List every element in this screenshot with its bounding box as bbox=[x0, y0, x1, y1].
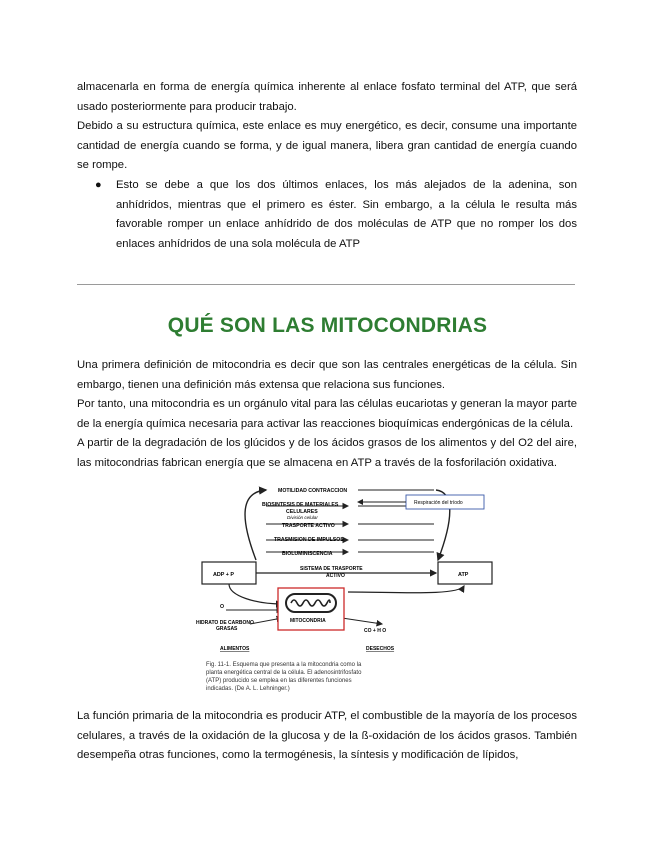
paragraph-atp-storage: almacenarla en forma de energía química inherente al enlace fosfato terminal del ATP, que será usado posteriormente para producir trabajo. bbox=[77, 81, 577, 113]
waste-arrow bbox=[342, 618, 382, 624]
co2-water-label: CO + H O bbox=[364, 628, 387, 634]
function-biosynthesis: BIOSINTESIS DE MATERIALES bbox=[262, 502, 339, 508]
adp-label: ADP + P bbox=[213, 572, 235, 578]
food-label: ALIMENTOS bbox=[220, 646, 250, 652]
fats-label: GRASAS bbox=[216, 626, 238, 632]
function-motility: MOTILIDAD CONTRACCION bbox=[278, 488, 348, 494]
section-heading: QUÉ SON LAS MITOCONDRIAS bbox=[167, 314, 488, 337]
function-bioluminescence: BIOLUMINISCENCIA bbox=[282, 551, 333, 557]
caption-line-1: Fig. 11-1. Esquema que presenta a la mitocondria como la bbox=[206, 662, 362, 668]
transport-system-label-2: ACTIVO bbox=[326, 573, 345, 579]
paragraph-bond-energy: Debido a su estructura química, este enlace es muy energético, es decir, consume una importante cantidad de energía cuando se forma, y de igual manera, libera gran cantidad de energía cuando se rompe. bbox=[77, 120, 577, 171]
paragraph-definition: Una primera definición de mitocondria es decir que son las centrales energéticas de la célula. Sin embargo, tienen una definición más extensa que relaciona sus funciones. bbox=[77, 359, 577, 391]
caption-line-2: planta energética central de la célula. El adenosintrifosfato bbox=[206, 670, 362, 676]
carbon-arrow bbox=[250, 618, 282, 624]
section-divider bbox=[77, 284, 575, 285]
mito-to-atp-arrow bbox=[348, 586, 464, 593]
paragraph-phosphorylation: A partir de la degradación de los glúcidos y de los ácidos grasos de los alimentos y del O2 del aire, las mitocondrias fabrican energía que se almacena en ATP a través de la fosforilación oxidativa. bbox=[77, 437, 577, 469]
paragraph-primary-function: La función primaria de la mitocondria es producir ATP, el combustible de la mayoría de los procesos celulares, a través de la oxidación de la glucosa y de la ß-oxidación de los ácidos grasos. También desempeña otras funciones, como la termogénesis, la síntesis y modificación de lípidos, bbox=[77, 710, 577, 761]
bullet-marker: ● bbox=[95, 179, 102, 191]
function-cell-division: División celular bbox=[287, 515, 318, 520]
function-impulse-transmission: TRASMISION DE IMPULSOS bbox=[274, 537, 344, 543]
caption-line-3: (ATP) producido se emplea en las diferentes funciones bbox=[206, 678, 352, 684]
atp-label: ATP bbox=[458, 572, 469, 578]
mitochondria-diagram bbox=[196, 478, 496, 698]
adp-to-mito-arrow bbox=[229, 584, 282, 604]
callout-label: Respiración del tríodo bbox=[414, 500, 463, 506]
waste-label: DESECHOS bbox=[366, 646, 395, 652]
carbon-label: HIDRATO DE CARBONO bbox=[196, 620, 254, 626]
function-biosynthesis-cont: CELULARES bbox=[286, 509, 318, 515]
bullet-anhydride-bonds: Esto se debe a que los dos últimos enlaces, los más alejados de la adenina, son anhídridos, mientras que el primero es éster. Sin embargo, a la célula le resulta más favorable romper un enlace anhídrido de dos moléculas de ATP que no romper los dos enlaces anhídridos de una sola molécula de ATP bbox=[116, 179, 577, 250]
transport-system-label: SISTEMA DE TRASPORTE bbox=[300, 566, 363, 572]
mitochondria-label: MITOCONDRIA bbox=[290, 618, 326, 624]
oxygen-label: O bbox=[220, 604, 225, 610]
function-active-transport: TRASPORTE ACTIVO bbox=[282, 523, 335, 529]
paragraph-organelle: Por tanto, una mitocondria es un orgánulo vital para las células eucariotas y generan la mayor parte de la energía química necesaria para activar las reacciones bioquímicas endergónicas de la célula. bbox=[77, 398, 577, 430]
caption-line-4: indicadas. (De A. L. Lehninger.) bbox=[206, 686, 290, 692]
left-loop-arrow bbox=[245, 490, 266, 560]
mitochondria-shape bbox=[286, 594, 336, 612]
